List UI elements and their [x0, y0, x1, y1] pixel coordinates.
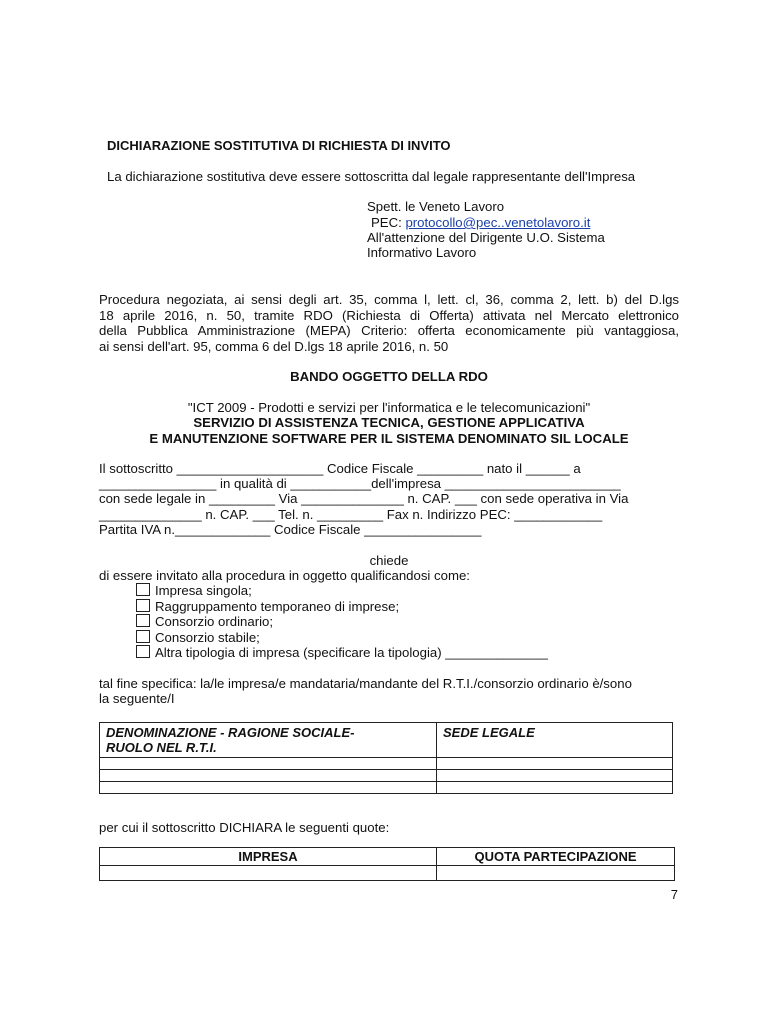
header-sede-legale: SEDE LEGALE [443, 725, 535, 740]
page-number: 7 [670, 887, 678, 902]
header-impresa: IMPRESA [238, 849, 298, 864]
form-line: Il sottoscritto ____________________ Codice Fiscale _________ nato il ______ a [99, 461, 581, 476]
option-label: Raggruppamento temporaneo di imprese; [155, 599, 400, 614]
option-raggruppamento[interactable] [136, 599, 399, 614]
fine-line: tal fine specifica: la/le impresa/e mandataria/mandante del R.T.I./consorzio ordinario è/sono [99, 676, 632, 691]
header-quota: QUOTA PARTECIPAZIONE [474, 849, 637, 864]
bando-heading: BANDO OGGETTO DELLA RDO [290, 369, 488, 384]
table-row [100, 782, 673, 794]
address-pec [371, 215, 590, 230]
procedure-line: ai sensi dell'art. 95, comma 6 del D.lgs 18 aprile 2016, n. 50 [99, 338, 449, 354]
checkbox[interactable] [136, 614, 150, 627]
table-header-row [100, 848, 675, 866]
checkbox[interactable] [136, 599, 150, 612]
pec-email-link[interactable]: protocollo@pec..venetolavoro.it [405, 215, 591, 230]
bando-software-line: E MANUTENZIONE SOFTWARE PER IL SISTEMA DENOMINATO SIL LOCALE [149, 431, 629, 446]
intro-text: La dichiarazione sostitutiva deve essere sottoscritta dal legale rappresentante dell'Impresa [107, 169, 636, 184]
chiede-line: di essere invitato alla procedura in oggetto qualificandosi come: [99, 568, 470, 583]
address-attention: All'attenzione del Dirigente U.O. Sistema [367, 230, 605, 245]
checkbox[interactable] [136, 645, 150, 658]
dichiara-line: per cui il sottoscritto DICHIARA le seguenti quote: [99, 820, 390, 835]
table-cell[interactable] [437, 758, 673, 770]
bando-service-line: SERVIZIO DI ASSISTENZA TECNICA, GESTIONE APPLICATIVA [193, 415, 585, 430]
fine-line: la seguente/I [99, 691, 175, 706]
table-row [100, 866, 675, 881]
procedure-paragraph [99, 292, 679, 354]
form-line: con sede legale in _________ Via ______________ n. CAP. ___ con sede operativa in Via [99, 491, 629, 506]
table-row [100, 770, 673, 782]
procedure-line: Procedura negoziata, ai sensi degli art. 35, comma l, lett. cl, 36, comma 2, lett. b) del D.lgs [99, 292, 679, 307]
checkbox[interactable] [136, 583, 150, 596]
table-cell[interactable] [100, 782, 437, 794]
table-header-row [100, 723, 673, 758]
option-label: Altra tipologia di impresa (specificare la tipologia) ______________ [155, 645, 548, 660]
option-consorzio-stabile[interactable] [136, 630, 260, 645]
table-row [100, 758, 673, 770]
table-cell[interactable] [100, 866, 437, 881]
table-cell[interactable] [437, 770, 673, 782]
table-cell[interactable] [100, 770, 437, 782]
option-altra-tipologia[interactable] [136, 645, 548, 660]
form-line: Partita IVA n._____________ Codice Fiscale ________________ [99, 522, 482, 537]
form-line: ________________ in qualità di ___________dell'impresa ________________________ [99, 476, 621, 491]
bando-ict: "ICT 2009 - Prodotti e servizi per l'informatica e le telecomunicazioni" [187, 400, 591, 415]
rti-table [99, 722, 673, 794]
pec-label: PEC: [371, 215, 402, 230]
table-header-cell [437, 723, 673, 758]
option-label: Consorzio stabile; [155, 630, 260, 645]
table-header-cell [100, 723, 437, 758]
checkbox[interactable] [136, 630, 150, 643]
document-title: DICHIARAZIONE SOSTITUTIVA DI RICHIESTA DI INVITO [107, 138, 451, 153]
procedure-line: della Pubblica Amministrazione (MEPA) Criterio: offerta economicamente più vantaggiosa, [99, 323, 679, 339]
table-header-cell [100, 848, 437, 866]
option-label: Impresa singola; [155, 583, 252, 598]
option-impresa-singola[interactable] [136, 583, 252, 598]
table-cell[interactable] [437, 782, 673, 794]
table-header-cell [437, 848, 675, 866]
chiede-label: chiede [369, 553, 409, 568]
header-denominazione: DENOMINAZIONE - RAGIONE SOCIALE- [106, 725, 355, 740]
table-cell[interactable] [100, 758, 437, 770]
procedure-line: 18 aprile 2016, n. 50, tramite RDO (Richiesta di Offerta) attivata nel Mercato elettronico [99, 307, 679, 323]
address-recipient: Spett. le Veneto Lavoro [367, 199, 505, 214]
quote-table [99, 847, 675, 881]
option-consorzio-ordinario[interactable] [136, 614, 273, 629]
form-line: ______________ n. CAP. ___ Tel. n. _________ Fax n. Indirizzo PEC: ____________ [99, 507, 603, 522]
header-ruolo: RUOLO NEL R.T.I. [106, 740, 217, 755]
address-office: Informativo Lavoro [367, 245, 477, 260]
table-cell[interactable] [437, 866, 675, 881]
option-label: Consorzio ordinario; [155, 614, 274, 629]
